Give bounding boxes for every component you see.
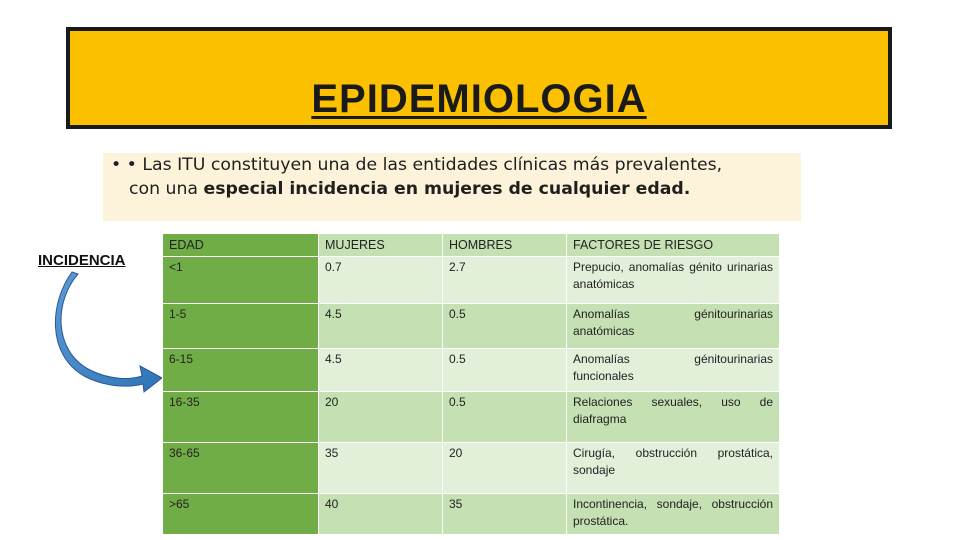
cell-factores: Incontinencia, sondaje, obstrucción prostática. bbox=[567, 494, 780, 535]
cell-edad: 6-15 bbox=[163, 349, 319, 392]
header-mujeres: MUJERES bbox=[319, 234, 443, 257]
cell-hombres: 35 bbox=[443, 494, 567, 535]
bullet-line-2-normal: con una bbox=[129, 179, 204, 199]
header-hombres: HOMBRES bbox=[443, 234, 567, 257]
cell-hombres: 0.5 bbox=[443, 349, 567, 392]
cell-edad: >65 bbox=[163, 494, 319, 535]
bullet-line-2 bbox=[111, 177, 797, 201]
page-title: EPIDEMIOLOGIA bbox=[311, 77, 647, 121]
table-row bbox=[163, 392, 780, 443]
cell-mujeres: 20 bbox=[319, 392, 443, 443]
cell-edad: 1-5 bbox=[163, 304, 319, 349]
cell-mujeres: 4.5 bbox=[319, 304, 443, 349]
bullet-box bbox=[103, 153, 801, 221]
cell-factores: Anomalías génitourinarias anatómicas bbox=[567, 304, 780, 349]
cell-mujeres: 0.7 bbox=[319, 257, 443, 304]
table-header-row bbox=[163, 234, 780, 257]
header-edad: EDAD bbox=[163, 234, 319, 257]
cell-mujeres: 4.5 bbox=[319, 349, 443, 392]
cell-edad: 36-65 bbox=[163, 443, 319, 494]
cell-edad: <1 bbox=[163, 257, 319, 304]
cell-factores: Prepucio, anomalías génito urinarias anatómicas bbox=[567, 257, 780, 304]
bullet-text bbox=[111, 153, 797, 201]
cell-hombres: 0.5 bbox=[443, 304, 567, 349]
table-row bbox=[163, 257, 780, 304]
table-row bbox=[163, 304, 780, 349]
header-factores: FACTORES DE RIESGO bbox=[567, 234, 780, 257]
cell-mujeres: 40 bbox=[319, 494, 443, 535]
title-banner bbox=[66, 27, 892, 129]
cell-factores: Anomalías génitourinarias funcionales bbox=[567, 349, 780, 392]
cell-hombres: 2.7 bbox=[443, 257, 567, 304]
table-row bbox=[163, 443, 780, 494]
table-row bbox=[163, 349, 780, 392]
table-row bbox=[163, 494, 780, 535]
cell-factores: Cirugía, obstrucción prostática, sondaje bbox=[567, 443, 780, 494]
cell-edad: 16-35 bbox=[163, 392, 319, 443]
incidence-table bbox=[162, 233, 780, 535]
bullet-line-1: • • Las ITU constituyen una de las entidades clínicas más prevalentes, bbox=[111, 155, 723, 175]
cell-factores: Relaciones sexuales, uso de diafragma bbox=[567, 392, 780, 443]
cell-hombres: 0.5 bbox=[443, 392, 567, 443]
cell-mujeres: 35 bbox=[319, 443, 443, 494]
incidencia-label: INCIDENCIA bbox=[38, 252, 126, 269]
curved-arrow-icon bbox=[50, 270, 165, 395]
bullet-line-2-bold: especial incidencia en mujeres de cualquier edad. bbox=[203, 179, 691, 199]
cell-hombres: 20 bbox=[443, 443, 567, 494]
